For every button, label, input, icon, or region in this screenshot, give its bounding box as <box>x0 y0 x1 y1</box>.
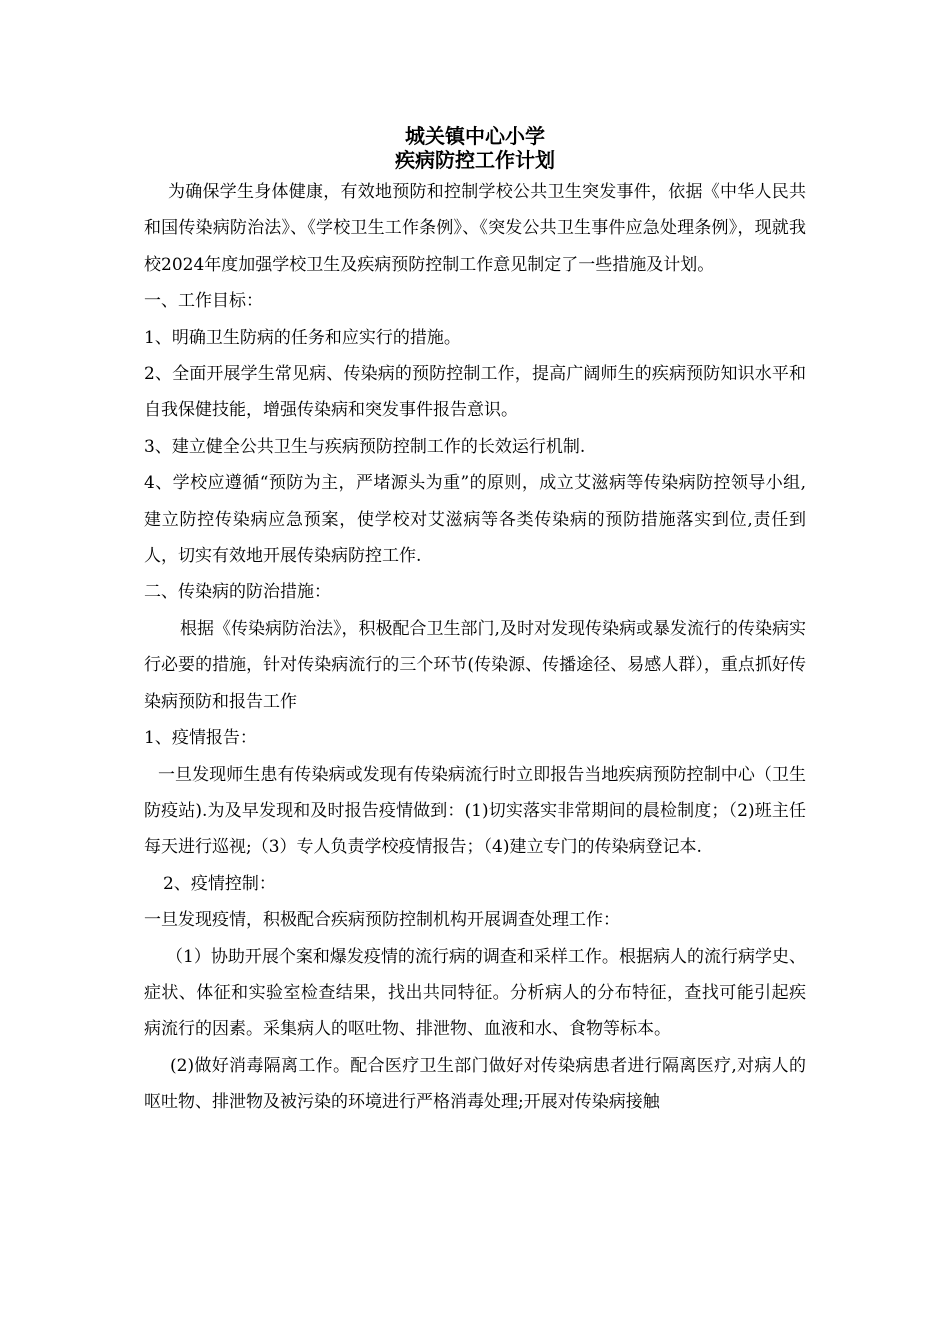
control-step-2: (2)做好消毒隔离工作。配合医疗卫生部门做好对传染病患者进行隔离医疗,对病人的呕吐物、排泄物及被污染的环境进行严格消毒处理;开展对传染病接触 <box>144 1055 806 1113</box>
goal-item-1: 1、明确卫生防病的任务和应实行的措施。 <box>144 327 461 348</box>
goal-item-2: 2、全面开展学生常见病、传染病的预防控制工作，提高广阔师生的疾病预防知识水平和自我保健技能，增强传染病和突发事件报告意识。 <box>144 364 806 421</box>
subheading-epidemic-control: 2、疫情控制： <box>163 873 276 894</box>
section-heading-goals: 一、工作目标： <box>144 291 263 312</box>
section-heading-measures: 二、传染病的防治措施： <box>144 582 331 603</box>
epidemic-control-paragraph: 一旦发现疫情，积极配合疾病预防控制机构开展调查处理工作： <box>144 910 620 931</box>
measures-paragraph: 根据《传染病防治法》，积极配合卫生部门,及时对发现传染病或暴发流行的传染病实行必要的措施，针对传染病流行的三个环节(传染源、传播途径、易感人群），重点抓好传染病预防和报告工作 <box>144 618 806 712</box>
document-body <box>144 124 806 1121</box>
subheading-epidemic-report: 1、疫情报告： <box>144 728 257 749</box>
control-step-1: （1）协助开展个案和爆发疫情的流行病的调查和采样工作。根据病人的流行病学史、症状、体征和实验室检查结果，找出共同特征。分析病人的分布特征，查找可能引起疾病流行的因素。采集病人的呕吐物、排泄物、血液和水、食物等标本。 <box>144 946 806 1040</box>
goal-item-3: 3、建立健全公共卫生与疾病预防控制工作的长效运行机制. <box>144 436 586 457</box>
intro-paragraph: 为确保学生身体健康，有效地预防和控制学校公共卫生突发事件，依据《中华人民共和国传染病防治法》、《学校卫生工作条例》、《突发公共卫生事件应急处理条例》，现就我校2024年度加强学校卫生及疾病预防控制工作意见制定了一些措施及计划。 <box>144 182 806 275</box>
document-text <box>144 174 806 1121</box>
epidemic-report-paragraph: 一旦发现师生患有传染病或发现有传染病流行时立即报告当地疾病预防控制中心（卫生防疫站).为及早发现和及时报告疫情做到：(1)切实落实非常期间的晨检制度；（2)班主任每天进行巡视;（3）专人负责学校疫情报告；（4)建立专门的传染病登记本. <box>144 764 806 858</box>
goal-item-4: 4、学校应遵循“预防为主，严堵源头为重”的原则，成立艾滋病等传染病防控领导小组,建立防控传染病应急预案，使学校对艾滋病等各类传染病的预防措施落实到位,责任到人，切实有效地开展传染病防控工作. <box>144 473 806 567</box>
document-title-line1: 城关镇中心小学 <box>405 124 545 148</box>
document-title-line2: 疾病防控工作计划 <box>395 148 555 172</box>
